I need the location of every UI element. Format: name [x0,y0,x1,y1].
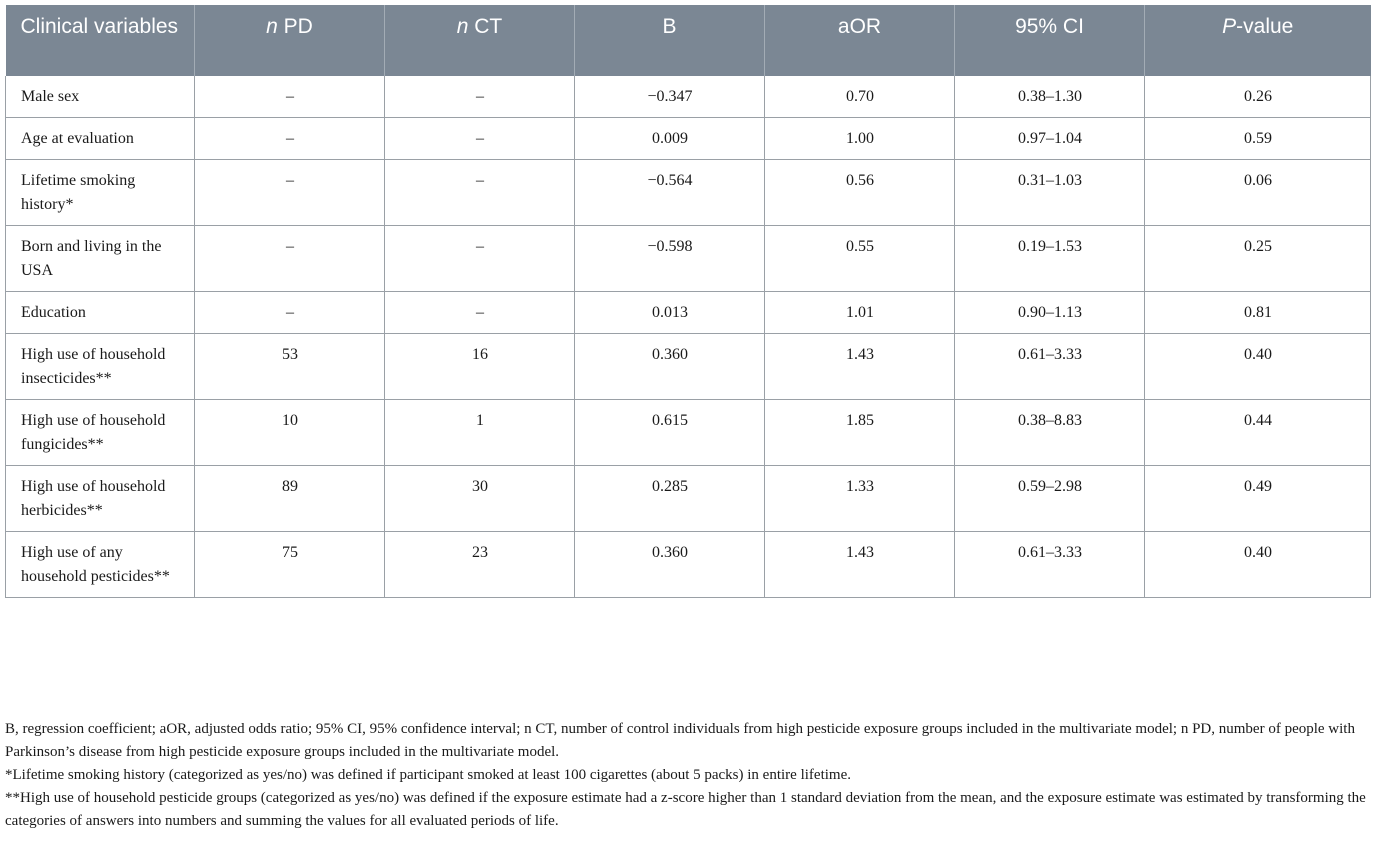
cell-n-ct: 1 [385,400,575,466]
header-italic-part: n [266,15,278,38]
cell-b: −0.347 [575,76,765,118]
header-row [6,5,1371,76]
cell-n-pd: – [195,292,385,334]
header-95-ci [955,5,1145,76]
table-row [6,226,1371,292]
cell-variable: High use of any household pesticides** [6,532,195,598]
table-row [6,466,1371,532]
cell-b: 0.013 [575,292,765,334]
cell-p-value: 0.44 [1145,400,1371,466]
header-text: aOR [837,15,882,38]
regression-results-table [5,5,1371,598]
cell-n-ct: 16 [385,334,575,400]
header-n-ct [385,5,575,76]
cell-n-ct: 23 [385,532,575,598]
cell-95-ci: 0.31–1.03 [955,160,1145,226]
cell-p-value: 0.59 [1145,118,1371,160]
footnote-pesticide: **High use of household pesticide groups (categorized as yes/no) was defined if the exposure estimate had a z-score higher than 1 standard deviation from the mean, and the exposure estimate was estimated by transforming the categories of answers into numbers and summing the values for all evaluated periods of life. [5,790,1366,829]
cell-95-ci: 0.97–1.04 [955,118,1145,160]
cell-aor: 1.01 [765,292,955,334]
table-row [6,292,1371,334]
cell-p-value: 0.49 [1145,466,1371,532]
footnote-abbreviations: B, regression coefficient; aOR, adjusted odds ratio; 95% CI, 95% confidence interval; n CT, number of control individuals from high pesticide exposure groups included in the multivariate model; n PD, number of people with Parkinson’s disease from high pesticide exposure groups included in the multivariate model. [5,721,1355,760]
cell-n-ct: – [385,226,575,292]
header-text: PD [277,15,313,38]
cell-b: 0.360 [575,334,765,400]
cell-p-value: 0.40 [1145,532,1371,598]
header-aor [765,5,955,76]
cell-aor: 0.56 [765,160,955,226]
header-text: -value [1236,15,1294,38]
cell-b: 0.009 [575,118,765,160]
header-p-value [1145,5,1371,76]
cell-n-pd: – [195,226,385,292]
cell-n-ct: – [385,160,575,226]
cell-95-ci: 0.90–1.13 [955,292,1145,334]
cell-aor: 1.43 [765,532,955,598]
cell-b: 0.285 [575,466,765,532]
table-body [6,76,1371,598]
cell-n-pd: 75 [195,532,385,598]
header-text: B [662,15,677,38]
cell-variable: High use of household fungicides** [6,400,195,466]
cell-n-pd: – [195,160,385,226]
table-row [6,334,1371,400]
cell-aor: 1.43 [765,334,955,400]
cell-b: 0.615 [575,400,765,466]
cell-95-ci: 0.59–2.98 [955,466,1145,532]
table-row [6,160,1371,226]
table-header [6,5,1371,76]
cell-n-pd: – [195,76,385,118]
header-text: CT [468,15,503,38]
cell-p-value: 0.06 [1145,160,1371,226]
cell-aor: 0.70 [765,76,955,118]
cell-95-ci: 0.61–3.33 [955,334,1145,400]
cell-variable: Lifetime smoking history* [6,160,195,226]
cell-p-value: 0.81 [1145,292,1371,334]
header-text: 95% CI [1015,15,1084,38]
cell-p-value: 0.40 [1145,334,1371,400]
table-row [6,400,1371,466]
cell-variable: High use of household herbicides** [6,466,195,532]
cell-n-pd: 89 [195,466,385,532]
cell-p-value: 0.25 [1145,226,1371,292]
cell-variable: Male sex [6,76,195,118]
cell-n-ct: 30 [385,466,575,532]
cell-aor: 1.85 [765,400,955,466]
cell-95-ci: 0.38–1.30 [955,76,1145,118]
cell-variable: Education [6,292,195,334]
cell-variable: High use of household insecticides** [6,334,195,400]
cell-n-pd: 10 [195,400,385,466]
table-row [6,118,1371,160]
table-footnotes [5,718,1370,833]
results-table-container [5,5,1370,598]
cell-aor: 1.00 [765,118,955,160]
header-italic-part: P [1222,15,1237,38]
cell-b: 0.360 [575,532,765,598]
cell-b: −0.598 [575,226,765,292]
cell-95-ci: 0.19–1.53 [955,226,1145,292]
header-italic-part: n [456,15,469,38]
cell-95-ci: 0.38–8.83 [955,400,1145,466]
cell-aor: 1.33 [765,466,955,532]
header-clinical-variables [6,5,195,76]
cell-n-ct: – [385,118,575,160]
cell-variable: Age at evaluation [6,118,195,160]
cell-variable: Born and living in the USA [6,226,195,292]
cell-p-value: 0.26 [1145,76,1371,118]
cell-95-ci: 0.61–3.33 [955,532,1145,598]
cell-aor: 0.55 [765,226,955,292]
header-text: Clinical variables [20,15,179,38]
cell-b: −0.564 [575,160,765,226]
cell-n-pd: – [195,118,385,160]
header-b [575,5,765,76]
cell-n-ct: – [385,292,575,334]
cell-n-ct: – [385,76,575,118]
header-n-pd [195,5,385,76]
table-row [6,532,1371,598]
footnote-smoking: *Lifetime smoking history (categorized as yes/no) was defined if participant smoked at least 100 cigarettes (about 5 packs) in entire lifetime. [5,767,851,783]
cell-n-pd: 53 [195,334,385,400]
table-row [6,76,1371,118]
